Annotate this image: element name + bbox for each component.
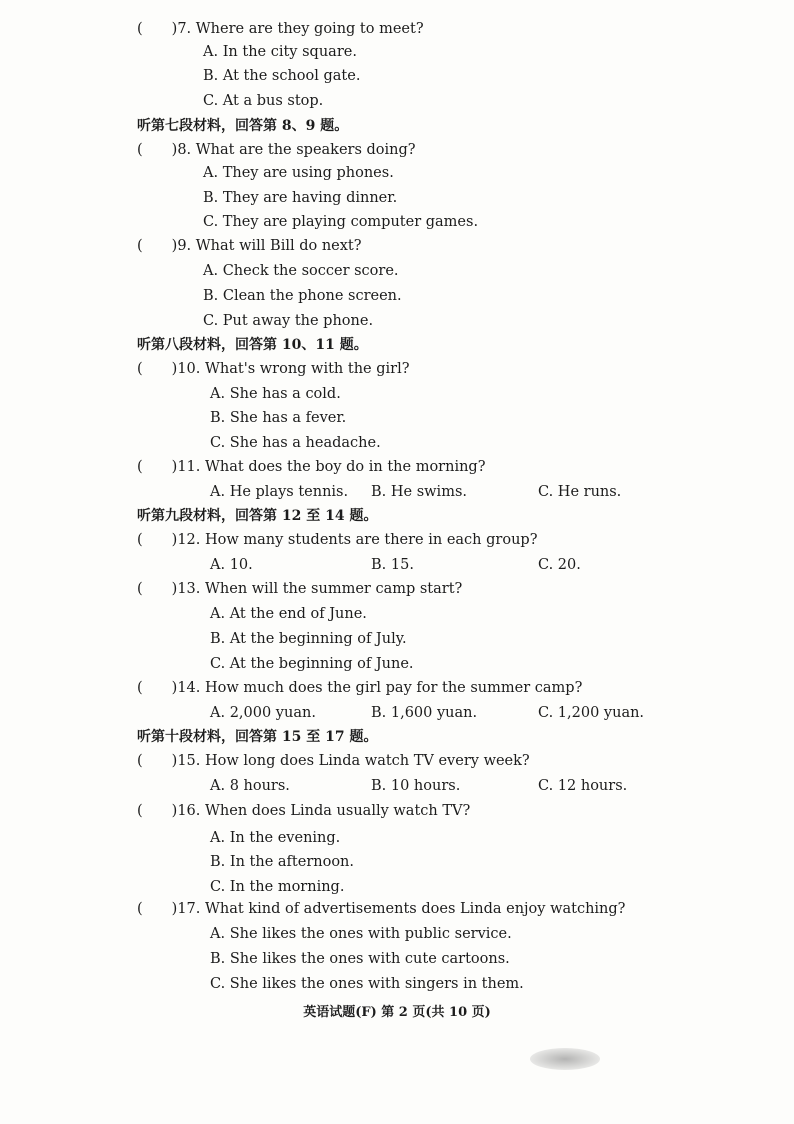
page-footer: 英语试题(F) 第 2 页(共 10 页)	[303, 1005, 491, 1020]
option-c: C. He runs.	[538, 484, 622, 500]
answer-blank[interactable]: ( )	[137, 21, 178, 37]
option-b: B. He swims.	[371, 484, 467, 500]
scan-smudge	[530, 1048, 600, 1070]
question-16	[137, 802, 470, 820]
answer-blank[interactable]: ( )	[137, 581, 178, 597]
option-b: B. 15.	[371, 557, 414, 573]
answer-blank[interactable]: ( )	[137, 901, 178, 917]
option-c: C. In the morning.	[210, 879, 345, 895]
option-a: A. She likes the ones with public service.	[210, 926, 512, 942]
question-number: 16.	[177, 803, 201, 819]
question-number: 17.	[177, 901, 201, 917]
section-heading: 听第八段材料，回答第 10、11 题。	[137, 337, 368, 353]
option-c: C. 12 hours.	[538, 778, 628, 794]
option-b: B. At the school gate.	[203, 68, 361, 84]
question-number: 9.	[177, 238, 192, 254]
option-b: B. They are having dinner.	[203, 190, 398, 206]
option-b: B. 10 hours.	[371, 778, 461, 794]
option-c: C. 1,200 yuan.	[538, 705, 645, 721]
question-8	[137, 141, 416, 159]
section-heading: 听第十段材料，回答第 15 至 17 题。	[137, 729, 378, 745]
question-10	[137, 360, 410, 378]
section-heading: 听第九段材料，回答第 12 至 14 题。	[137, 508, 378, 524]
question-11	[137, 458, 485, 476]
question-text: How many students are there in each group?	[205, 532, 538, 548]
option-a: A. 2,000 yuan.	[210, 705, 316, 721]
question-15	[137, 752, 530, 770]
answer-blank[interactable]: ( )	[137, 238, 178, 254]
option-a: A. In the city square.	[203, 44, 357, 60]
question-number: 13.	[177, 581, 201, 597]
option-a: A. They are using phones.	[203, 165, 394, 181]
option-c: C. At a bus stop.	[203, 93, 324, 109]
option-c: C. At the beginning of June.	[210, 656, 414, 672]
question-text: What kind of advertisements does Linda enjoy watching?	[205, 901, 626, 917]
question-number: 10.	[177, 361, 201, 377]
option-b: B. 1,600 yuan.	[371, 705, 478, 721]
option-a: A. Check the soccer score.	[203, 263, 399, 279]
option-a: A. He plays tennis.	[210, 484, 349, 500]
option-b: B. In the afternoon.	[210, 854, 355, 870]
question-text: When does Linda usually watch TV?	[205, 803, 471, 819]
question-number: 15.	[177, 753, 201, 769]
question-text: What will Bill do next?	[195, 238, 362, 254]
question-12	[137, 531, 537, 549]
option-c: C. They are playing computer games.	[203, 214, 479, 230]
question-text: When will the summer camp start?	[205, 581, 463, 597]
question-text: How long does Linda watch TV every week?	[205, 753, 530, 769]
answer-blank[interactable]: ( )	[137, 803, 178, 819]
answer-blank[interactable]: ( )	[137, 532, 178, 548]
question-text: What does the boy do in the morning?	[205, 459, 486, 475]
question-number: 7.	[177, 21, 192, 37]
option-b: B. At the beginning of July.	[210, 631, 407, 647]
option-b: B. She likes the ones with cute cartoons.	[210, 951, 510, 967]
option-c: C. She likes the ones with singers in them.	[210, 976, 524, 992]
answer-blank[interactable]: ( )	[137, 459, 178, 475]
option-a: A. She has a cold.	[210, 386, 341, 402]
question-7	[137, 20, 424, 38]
question-14	[137, 679, 582, 697]
question-number: 11.	[177, 459, 201, 475]
option-a: A. In the evening.	[210, 830, 341, 846]
option-b: B. She has a fever.	[210, 410, 347, 426]
answer-blank[interactable]: ( )	[137, 142, 178, 158]
question-13	[137, 580, 462, 598]
option-a: A. 10.	[210, 557, 253, 573]
question-9	[137, 237, 362, 255]
question-text: Where are they going to meet?	[195, 21, 424, 37]
question-number: 12.	[177, 532, 201, 548]
question-text: What are the speakers doing?	[195, 142, 416, 158]
option-c: C. Put away the phone.	[203, 313, 374, 329]
question-text: What's wrong with the girl?	[205, 361, 410, 377]
option-c: C. 20.	[538, 557, 581, 573]
option-c: C. She has a headache.	[210, 435, 381, 451]
section-heading: 听第七段材料，回答第 8、9 题。	[137, 118, 349, 134]
question-number: 8.	[177, 142, 192, 158]
answer-blank[interactable]: ( )	[137, 361, 178, 377]
answer-blank[interactable]: ( )	[137, 753, 178, 769]
option-b: B. Clean the phone screen.	[203, 288, 402, 304]
question-17	[137, 900, 625, 918]
option-a: A. At the end of June.	[210, 606, 367, 622]
question-text: How much does the girl pay for the summer camp?	[205, 680, 583, 696]
question-number: 14.	[177, 680, 201, 696]
answer-blank[interactable]: ( )	[137, 680, 178, 696]
option-a: A. 8 hours.	[210, 778, 290, 794]
